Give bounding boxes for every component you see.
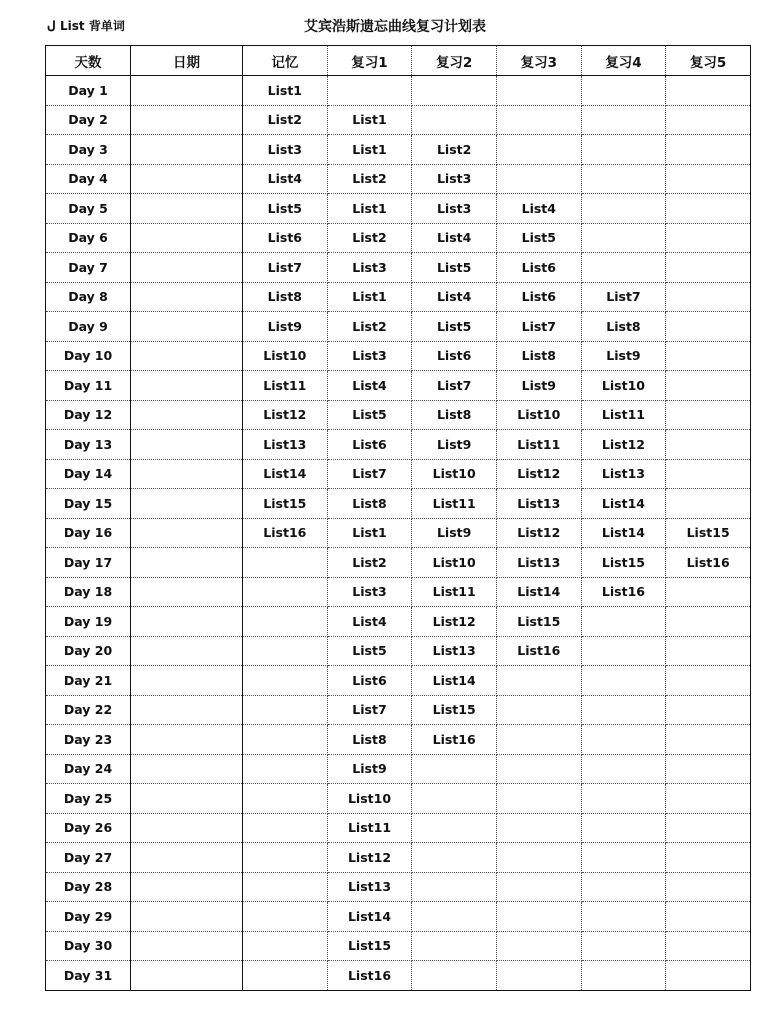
review-2-cell: List9	[412, 518, 497, 548]
review-3-cell: List14	[496, 577, 581, 607]
date-cell[interactable]	[131, 164, 243, 194]
day-cell: Day 29	[46, 902, 131, 932]
review-5-cell	[666, 223, 751, 253]
day-cell: Day 10	[46, 341, 131, 371]
day-cell: Day 13	[46, 430, 131, 460]
review-5-cell	[666, 282, 751, 312]
review-4-cell	[581, 902, 666, 932]
review-1-cell	[327, 76, 412, 106]
day-cell: Day 17	[46, 548, 131, 578]
review-2-cell: List15	[412, 695, 497, 725]
table-row	[46, 194, 751, 224]
review-2-cell: List4	[412, 223, 497, 253]
table-row	[46, 341, 751, 371]
table-row	[46, 607, 751, 637]
review-2-cell	[412, 105, 497, 135]
review-1-cell: List6	[327, 430, 412, 460]
review-3-cell	[496, 813, 581, 843]
review-2-cell	[412, 76, 497, 106]
table-row	[46, 754, 751, 784]
column-header-review-5: 复习5	[666, 46, 751, 76]
review-5-cell	[666, 76, 751, 106]
review-5-cell	[666, 341, 751, 371]
review-2-cell	[412, 902, 497, 932]
review-2-cell: List11	[412, 489, 497, 519]
date-cell[interactable]	[131, 489, 243, 519]
memorize-cell	[243, 607, 328, 637]
review-4-cell: List11	[581, 400, 666, 430]
review-2-cell: List2	[412, 135, 497, 165]
review-2-cell: List3	[412, 194, 497, 224]
review-3-cell	[496, 843, 581, 873]
review-1-cell: List5	[327, 636, 412, 666]
memorize-cell: List8	[243, 282, 328, 312]
review-4-cell	[581, 813, 666, 843]
review-1-cell: List8	[327, 725, 412, 755]
table-row	[46, 400, 751, 430]
memorize-cell: List2	[243, 105, 328, 135]
review-5-cell	[666, 872, 751, 902]
memorize-cell	[243, 813, 328, 843]
review-4-cell: List9	[581, 341, 666, 371]
table-row	[46, 430, 751, 460]
table-row	[46, 105, 751, 135]
day-cell: Day 6	[46, 223, 131, 253]
memorize-cell	[243, 695, 328, 725]
review-3-cell	[496, 164, 581, 194]
day-cell: Day 20	[46, 636, 131, 666]
review-3-cell	[496, 872, 581, 902]
date-cell[interactable]	[131, 695, 243, 725]
day-cell: Day 11	[46, 371, 131, 401]
review-3-cell	[496, 902, 581, 932]
memorize-cell	[243, 872, 328, 902]
day-cell: Day 21	[46, 666, 131, 696]
review-5-cell	[666, 754, 751, 784]
review-1-cell: List2	[327, 548, 412, 578]
day-cell: Day 5	[46, 194, 131, 224]
review-5-cell	[666, 105, 751, 135]
table-row	[46, 282, 751, 312]
table-row	[46, 164, 751, 194]
review-1-cell: List11	[327, 813, 412, 843]
table-row	[46, 489, 751, 519]
review-3-cell: List13	[496, 489, 581, 519]
day-cell: Day 15	[46, 489, 131, 519]
review-1-cell: List12	[327, 843, 412, 873]
date-cell[interactable]	[131, 135, 243, 165]
table-row	[46, 843, 751, 873]
column-header-review-4: 复习4	[581, 46, 666, 76]
memorize-cell: List10	[243, 341, 328, 371]
date-cell[interactable]	[131, 105, 243, 135]
review-4-cell	[581, 931, 666, 961]
review-5-cell	[666, 695, 751, 725]
table-row	[46, 636, 751, 666]
date-cell[interactable]	[131, 961, 243, 991]
review-3-cell	[496, 666, 581, 696]
memorize-cell: List9	[243, 312, 328, 342]
review-1-cell: List14	[327, 902, 412, 932]
review-1-cell: List6	[327, 666, 412, 696]
brand-logo	[47, 17, 125, 34]
memorize-cell	[243, 931, 328, 961]
review-4-cell	[581, 105, 666, 135]
day-cell: Day 22	[46, 695, 131, 725]
table-body	[46, 76, 751, 991]
table-row	[46, 784, 751, 814]
table-row	[46, 518, 751, 548]
review-3-cell: List15	[496, 607, 581, 637]
review-3-cell: List12	[496, 459, 581, 489]
date-cell[interactable]	[131, 548, 243, 578]
review-1-cell: List3	[327, 253, 412, 283]
date-cell[interactable]	[131, 253, 243, 283]
review-5-cell	[666, 400, 751, 430]
review-5-cell	[666, 607, 751, 637]
day-cell: Day 8	[46, 282, 131, 312]
page-title: 艾宾浩斯遗忘曲线复习计划表	[304, 19, 486, 35]
day-cell: Day 1	[46, 76, 131, 106]
day-cell: Day 3	[46, 135, 131, 165]
review-2-cell: List16	[412, 725, 497, 755]
column-header-days: 天数	[46, 46, 131, 76]
review-1-cell: List2	[327, 164, 412, 194]
review-5-cell	[666, 371, 751, 401]
review-1-cell: List7	[327, 459, 412, 489]
review-5-cell	[666, 813, 751, 843]
review-3-cell	[496, 76, 581, 106]
review-3-cell: List6	[496, 282, 581, 312]
memorize-cell: List4	[243, 164, 328, 194]
review-5-cell	[666, 843, 751, 873]
table-row	[46, 813, 751, 843]
review-5-cell	[666, 312, 751, 342]
date-cell[interactable]	[131, 636, 243, 666]
review-4-cell: List15	[581, 548, 666, 578]
table-row	[46, 725, 751, 755]
review-5-cell	[666, 784, 751, 814]
review-2-cell	[412, 961, 497, 991]
date-cell[interactable]	[131, 784, 243, 814]
day-cell: Day 9	[46, 312, 131, 342]
day-cell: Day 25	[46, 784, 131, 814]
date-cell[interactable]	[131, 76, 243, 106]
review-4-cell: List12	[581, 430, 666, 460]
review-2-cell: List6	[412, 341, 497, 371]
column-header-review-2: 复习2	[412, 46, 497, 76]
column-header-memorize: 记忆	[243, 46, 328, 76]
table-row	[46, 931, 751, 961]
day-cell: Day 16	[46, 518, 131, 548]
review-4-cell	[581, 872, 666, 902]
memorize-cell: List6	[243, 223, 328, 253]
date-cell[interactable]	[131, 282, 243, 312]
review-4-cell: List14	[581, 518, 666, 548]
review-2-cell: List13	[412, 636, 497, 666]
table-row	[46, 902, 751, 932]
review-1-cell: List16	[327, 961, 412, 991]
day-cell: Day 24	[46, 754, 131, 784]
review-3-cell	[496, 725, 581, 755]
review-3-cell: List11	[496, 430, 581, 460]
review-2-cell: List10	[412, 548, 497, 578]
review-4-cell: List10	[581, 371, 666, 401]
review-5-cell	[666, 459, 751, 489]
table-row	[46, 223, 751, 253]
memorize-cell	[243, 577, 328, 607]
memorize-cell: List11	[243, 371, 328, 401]
review-4-cell	[581, 253, 666, 283]
review-5-cell	[666, 636, 751, 666]
review-2-cell: List4	[412, 282, 497, 312]
day-cell: Day 19	[46, 607, 131, 637]
day-cell: Day 31	[46, 961, 131, 991]
review-3-cell	[496, 105, 581, 135]
review-5-cell	[666, 253, 751, 283]
memorize-cell: List14	[243, 459, 328, 489]
table-row	[46, 666, 751, 696]
review-3-cell: List16	[496, 636, 581, 666]
review-5-cell: List16	[666, 548, 751, 578]
review-2-cell: List10	[412, 459, 497, 489]
memorize-cell	[243, 843, 328, 873]
table-row	[46, 872, 751, 902]
review-1-cell: List15	[327, 931, 412, 961]
review-4-cell: List13	[581, 459, 666, 489]
memorize-cell	[243, 902, 328, 932]
review-2-cell	[412, 754, 497, 784]
memorize-cell: List13	[243, 430, 328, 460]
review-4-cell	[581, 636, 666, 666]
review-2-cell: List5	[412, 253, 497, 283]
column-header-review-1: 复习1	[327, 46, 412, 76]
review-2-cell	[412, 784, 497, 814]
day-cell: Day 12	[46, 400, 131, 430]
review-1-cell: List2	[327, 312, 412, 342]
review-5-cell	[666, 577, 751, 607]
header-row	[46, 46, 751, 76]
review-5-cell	[666, 961, 751, 991]
table-row	[46, 548, 751, 578]
date-cell[interactable]	[131, 754, 243, 784]
day-cell: Day 18	[46, 577, 131, 607]
review-2-cell	[412, 872, 497, 902]
review-schedule-table	[45, 45, 751, 991]
review-4-cell	[581, 607, 666, 637]
review-4-cell: List8	[581, 312, 666, 342]
review-1-cell: List4	[327, 607, 412, 637]
hook-icon	[47, 20, 57, 32]
review-1-cell: List10	[327, 784, 412, 814]
memorize-cell	[243, 961, 328, 991]
date-cell[interactable]	[131, 843, 243, 873]
memorize-cell: List5	[243, 194, 328, 224]
review-4-cell	[581, 754, 666, 784]
day-cell: Day 14	[46, 459, 131, 489]
memorize-cell	[243, 725, 328, 755]
review-2-cell: List7	[412, 371, 497, 401]
date-cell[interactable]	[131, 607, 243, 637]
review-2-cell: List8	[412, 400, 497, 430]
day-cell: Day 7	[46, 253, 131, 283]
review-4-cell	[581, 784, 666, 814]
table-row	[46, 577, 751, 607]
review-5-cell	[666, 489, 751, 519]
table-row	[46, 961, 751, 991]
day-cell: Day 28	[46, 872, 131, 902]
review-5-cell	[666, 725, 751, 755]
review-3-cell: List7	[496, 312, 581, 342]
memorize-cell: List15	[243, 489, 328, 519]
review-2-cell: List11	[412, 577, 497, 607]
date-cell[interactable]	[131, 518, 243, 548]
review-5-cell	[666, 902, 751, 932]
review-3-cell: List10	[496, 400, 581, 430]
table-row	[46, 459, 751, 489]
date-cell[interactable]	[131, 341, 243, 371]
review-3-cell: List8	[496, 341, 581, 371]
review-3-cell: List4	[496, 194, 581, 224]
date-cell[interactable]	[131, 931, 243, 961]
memorize-cell	[243, 548, 328, 578]
review-5-cell	[666, 430, 751, 460]
review-1-cell: List1	[327, 518, 412, 548]
review-3-cell	[496, 961, 581, 991]
memorize-cell: List7	[243, 253, 328, 283]
review-2-cell: List14	[412, 666, 497, 696]
review-5-cell	[666, 666, 751, 696]
date-cell[interactable]	[131, 430, 243, 460]
date-cell[interactable]	[131, 459, 243, 489]
review-4-cell	[581, 135, 666, 165]
review-4-cell	[581, 695, 666, 725]
brand-label: List 背单词	[60, 19, 125, 33]
review-1-cell: List1	[327, 194, 412, 224]
review-1-cell: List7	[327, 695, 412, 725]
review-1-cell: List1	[327, 105, 412, 135]
date-cell[interactable]	[131, 223, 243, 253]
review-3-cell: List13	[496, 548, 581, 578]
review-1-cell: List8	[327, 489, 412, 519]
review-4-cell: List7	[581, 282, 666, 312]
table-row	[46, 76, 751, 106]
review-1-cell: List13	[327, 872, 412, 902]
memorize-cell	[243, 636, 328, 666]
review-3-cell	[496, 695, 581, 725]
review-1-cell: List1	[327, 135, 412, 165]
review-5-cell: List15	[666, 518, 751, 548]
review-2-cell	[412, 813, 497, 843]
review-1-cell: List3	[327, 577, 412, 607]
date-cell[interactable]	[131, 312, 243, 342]
table-row	[46, 695, 751, 725]
review-4-cell	[581, 76, 666, 106]
review-4-cell	[581, 194, 666, 224]
review-3-cell: List5	[496, 223, 581, 253]
date-cell[interactable]	[131, 400, 243, 430]
memorize-cell	[243, 666, 328, 696]
review-1-cell: List2	[327, 223, 412, 253]
review-1-cell: List9	[327, 754, 412, 784]
review-3-cell	[496, 784, 581, 814]
review-3-cell: List6	[496, 253, 581, 283]
day-cell: Day 2	[46, 105, 131, 135]
review-3-cell: List12	[496, 518, 581, 548]
review-5-cell	[666, 931, 751, 961]
review-2-cell: List5	[412, 312, 497, 342]
review-1-cell: List4	[327, 371, 412, 401]
memorize-cell	[243, 754, 328, 784]
review-2-cell: List3	[412, 164, 497, 194]
date-cell[interactable]	[131, 725, 243, 755]
date-cell[interactable]	[131, 872, 243, 902]
review-5-cell	[666, 194, 751, 224]
review-2-cell	[412, 931, 497, 961]
review-4-cell: List16	[581, 577, 666, 607]
review-3-cell: List9	[496, 371, 581, 401]
review-4-cell	[581, 843, 666, 873]
table-row	[46, 135, 751, 165]
date-cell[interactable]	[131, 577, 243, 607]
review-2-cell: List12	[412, 607, 497, 637]
review-1-cell: List5	[327, 400, 412, 430]
review-3-cell	[496, 754, 581, 784]
review-1-cell: List1	[327, 282, 412, 312]
review-3-cell	[496, 135, 581, 165]
memorize-cell: List16	[243, 518, 328, 548]
date-cell[interactable]	[131, 666, 243, 696]
day-cell: Day 4	[46, 164, 131, 194]
date-cell[interactable]	[131, 813, 243, 843]
review-2-cell	[412, 843, 497, 873]
memorize-cell: List3	[243, 135, 328, 165]
memorize-cell	[243, 784, 328, 814]
column-header-date: 日期	[131, 46, 243, 76]
review-4-cell	[581, 961, 666, 991]
table-row	[46, 253, 751, 283]
column-header-review-3: 复习3	[496, 46, 581, 76]
review-5-cell	[666, 135, 751, 165]
day-cell: Day 30	[46, 931, 131, 961]
review-1-cell: List3	[327, 341, 412, 371]
review-2-cell: List9	[412, 430, 497, 460]
memorize-cell: List1	[243, 76, 328, 106]
table-row	[46, 371, 751, 401]
review-5-cell	[666, 164, 751, 194]
date-cell[interactable]	[131, 902, 243, 932]
table-row	[46, 312, 751, 342]
review-4-cell	[581, 223, 666, 253]
day-cell: Day 27	[46, 843, 131, 873]
review-3-cell	[496, 931, 581, 961]
memorize-cell: List12	[243, 400, 328, 430]
review-4-cell	[581, 164, 666, 194]
date-cell[interactable]	[131, 194, 243, 224]
date-cell[interactable]	[131, 371, 243, 401]
review-4-cell	[581, 725, 666, 755]
day-cell: Day 23	[46, 725, 131, 755]
review-4-cell	[581, 666, 666, 696]
review-4-cell: List14	[581, 489, 666, 519]
day-cell: Day 26	[46, 813, 131, 843]
